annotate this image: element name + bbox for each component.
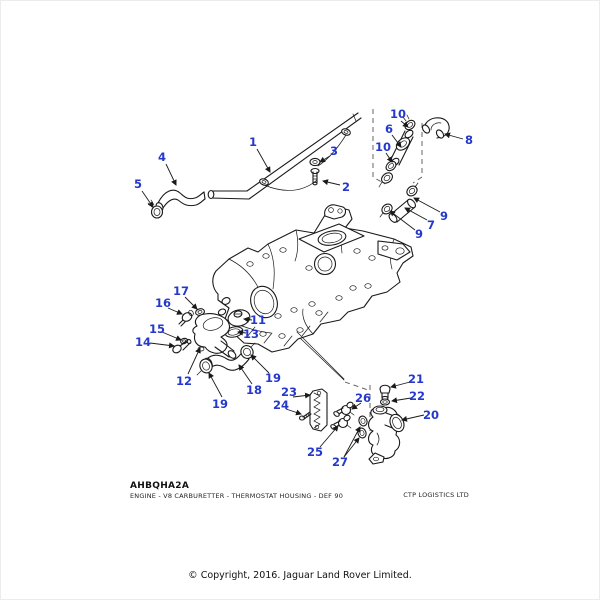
callout-label-5: 5 — [133, 177, 143, 191]
callout-label-25: 25 — [306, 445, 324, 459]
callout-leader-1 — [257, 149, 270, 172]
callout-label-18: 18 — [245, 383, 263, 397]
callout-leader-19 — [209, 373, 222, 397]
part-water-outlet-20 — [369, 406, 407, 464]
callout-label-21: 21 — [407, 372, 425, 386]
footer-block — [130, 481, 343, 500]
callout-label-14: 14 — [134, 335, 152, 349]
diagram-code: AHBQHA2A — [130, 481, 190, 491]
callout-leader-9 — [414, 198, 440, 212]
part-temp-sensor-16 — [179, 309, 194, 326]
callout-label-10: 10 — [389, 107, 407, 121]
part-bolt-2 — [311, 169, 319, 185]
callout-leader-4 — [166, 164, 176, 185]
part-tap-26 — [333, 401, 354, 417]
callout-leader-14 — [150, 343, 174, 346]
callout-label-27: 27 — [331, 455, 349, 469]
part-clamp-19-left — [197, 357, 214, 375]
callout-leader-18 — [239, 365, 252, 384]
part-clamp-9-upper — [405, 183, 419, 198]
callout-label-7: 7 — [426, 218, 436, 232]
callout-label-1: 1 — [248, 135, 258, 149]
callout-label-8: 8 — [464, 133, 474, 147]
callout-label-23: 23 — [280, 385, 298, 399]
part-washer-22 — [381, 399, 390, 405]
callout-leader-12 — [188, 348, 200, 374]
part-washers-27 — [357, 415, 369, 439]
callout-leader-2 — [323, 181, 340, 185]
callout-leader-20 — [402, 415, 424, 420]
callout-label-2: 2 — [341, 180, 351, 194]
callout-label-13: 13 — [242, 327, 260, 341]
callout-label-19: 19 — [264, 371, 282, 385]
part-screw-24 — [300, 412, 312, 420]
callout-label-26: 26 — [354, 391, 372, 405]
callout-label-17: 17 — [172, 284, 190, 298]
callout-label-16: 16 — [154, 296, 172, 310]
part-washer-3 — [310, 158, 320, 165]
callout-leader-7 — [405, 208, 427, 220]
callout-label-22: 22 — [408, 389, 426, 403]
callout-label-24: 24 — [272, 398, 290, 412]
callout-leader-17 — [185, 297, 197, 309]
callout-leader-27 — [344, 427, 360, 457]
callout-leader-5 — [142, 191, 153, 207]
part-clamp-19-right — [239, 343, 256, 361]
copyright-line: © Copyright, 2016. Jaguar Land Rover Limited. — [188, 570, 412, 581]
part-heater-pipe-1 — [208, 113, 361, 199]
part-plug-21 — [380, 385, 390, 399]
part-breather-hose-8 — [421, 118, 449, 140]
part-gasket-23 — [310, 389, 327, 431]
callout-label-9: 9 — [439, 209, 449, 223]
callout-label-11: 11 — [249, 313, 267, 327]
callout-leader-10 — [386, 153, 392, 162]
callout-label-3: 3 — [329, 144, 339, 158]
callout-label-12: 12 — [175, 374, 193, 388]
exploded-parts-diagram — [1, 1, 600, 546]
part-clamp-10-lower — [379, 159, 398, 187]
part-cable-line — [297, 332, 344, 380]
callout-label-15: 15 — [148, 322, 166, 336]
callout-label-20: 20 — [422, 408, 440, 422]
callout-label-6: 6 — [384, 122, 394, 136]
diagram-description: ENGINE - V8 CARBURETTER - THERMOSTAT HOUSING - DEF 90 — [130, 492, 344, 500]
vendor-name: CTP LOGISTICS LTD — [403, 491, 469, 499]
callout-label-10: 10 — [374, 140, 392, 154]
callout-label-9: 9 — [414, 227, 424, 241]
callout-label-19: 19 — [211, 397, 229, 411]
part-tap-25 — [330, 414, 351, 430]
callout-label-4: 4 — [157, 150, 167, 164]
callout-leader-8 — [445, 134, 463, 139]
